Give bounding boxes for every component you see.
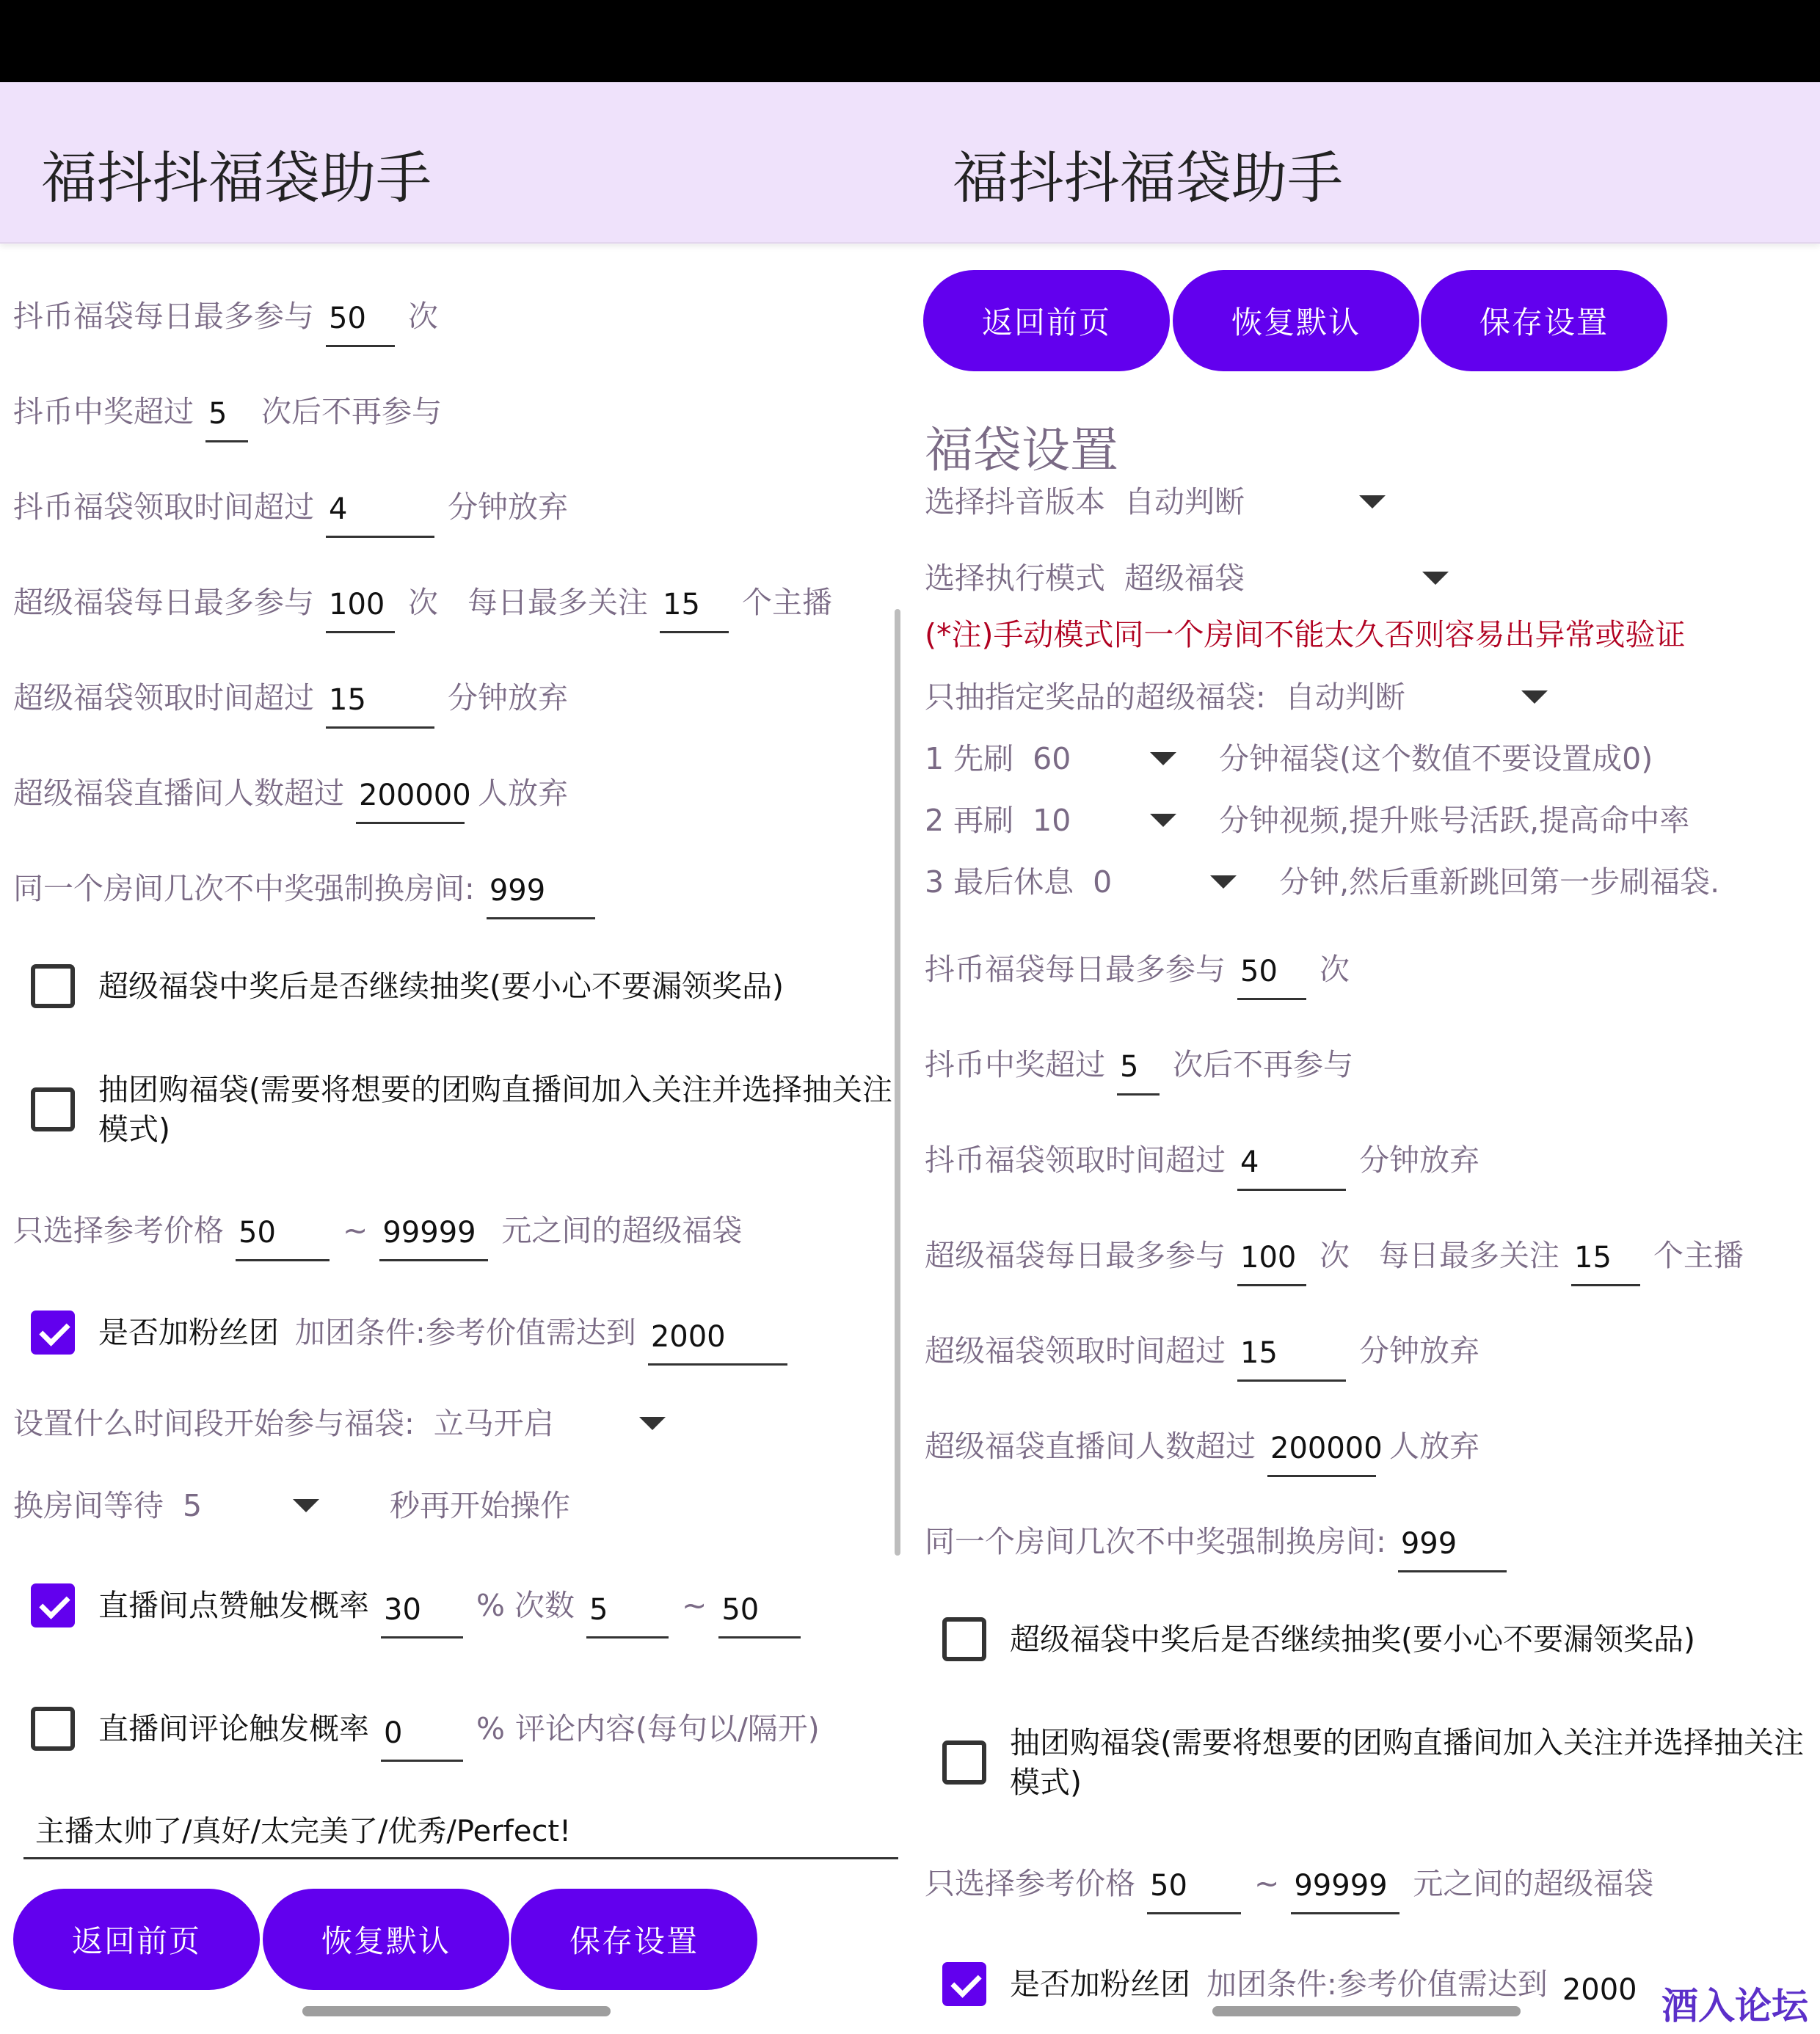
same-room-switch-row <box>925 1513 1520 1562</box>
same-room-switch-input[interactable]: 999 <box>487 870 595 919</box>
coin-claim-timeout-unit: 分钟放弃 <box>1359 1142 1479 1178</box>
daily-follow-input[interactable]: 15 <box>660 584 729 633</box>
step2-row <box>925 800 1689 841</box>
chevron-down-icon <box>639 1417 666 1430</box>
same-room-switch-row <box>13 860 608 909</box>
step3-row <box>925 861 1719 903</box>
super-claim-timeout-unit: 分钟放弃 <box>448 680 568 715</box>
coin-win-limit-row <box>925 1036 1353 1085</box>
coin-daily-max-row <box>925 941 1350 990</box>
prize-filter-value: 自动判断 <box>1284 679 1405 715</box>
comment-content-label: 评论内容(每句以/隔开) <box>514 1710 820 1746</box>
price-max-input[interactable]: 99999 <box>379 1212 488 1261</box>
price-range-unit: 元之间的超级福袋 <box>501 1213 743 1248</box>
comment-checkbox[interactable] <box>31 1707 75 1751</box>
comment-label: 直播间评论触发概率 <box>98 1710 369 1746</box>
same-room-switch-label: 同一个房间几次不中奖强制换房间: <box>13 871 475 906</box>
group-buy-row[interactable] <box>942 1723 1813 1802</box>
save-settings-button[interactable]: 保存设置 <box>1421 270 1667 371</box>
fan-club-checkbox[interactable] <box>31 1311 75 1355</box>
fan-club-cond-label: 加团条件:参考价值需达到 <box>295 1314 636 1350</box>
price-range-sep: ~ <box>1254 1866 1280 1901</box>
lucky-bag-section-title: 福袋设置 <box>925 422 1118 478</box>
coin-daily-max-row <box>13 288 438 337</box>
super-viewer-limit-label: 超级福袋直播间人数超过 <box>925 1429 1256 1464</box>
continue-after-win-row[interactable] <box>942 1617 1695 1661</box>
step2-unit: 分钟视频,提升账号活跃,提高命中率 <box>1219 803 1690 838</box>
coin-win-limit-unit: 次后不再参与 <box>261 394 442 429</box>
prize-filter-label: 只抽指定奖品的超级福袋: <box>925 679 1266 715</box>
like-label: 直播间点赞触发概率 <box>98 1587 369 1623</box>
home-indicator[interactable] <box>302 2006 611 2016</box>
home-indicator[interactable] <box>1212 2006 1521 2016</box>
room-wait-row <box>13 1485 570 1526</box>
fan-club-checkbox[interactable] <box>942 1962 986 2006</box>
comment-prob-input[interactable]: 0 <box>381 1713 463 1762</box>
coin-daily-max-unit: 次 <box>1320 952 1350 987</box>
coin-win-limit-row <box>13 383 442 432</box>
scrollbar[interactable] <box>895 609 900 1556</box>
coin-daily-max-label: 抖币福袋每日最多参与 <box>925 952 1226 987</box>
super-claim-timeout-label: 超级福袋领取时间超过 <box>925 1333 1226 1368</box>
coin-claim-timeout-label: 抖币福袋领取时间超过 <box>13 489 314 525</box>
step1-dropdown[interactable] <box>1013 738 1182 779</box>
coin-daily-max-input[interactable]: 50 <box>326 298 395 347</box>
like-min-input[interactable]: 5 <box>586 1589 669 1638</box>
coin-daily-max-unit: 次 <box>408 299 438 334</box>
fan-club-row[interactable] <box>942 1961 1712 2008</box>
price-max-input[interactable]: 99999 <box>1291 1865 1399 1914</box>
super-viewer-limit-row <box>13 765 568 814</box>
save-settings-button[interactable]: 保存设置 <box>511 1889 757 1990</box>
coin-claim-timeout-input[interactable]: 4 <box>1237 1142 1346 1191</box>
group-buy-row[interactable] <box>31 1070 900 1149</box>
app-title-right: 福抖抖福袋助手 <box>953 145 1343 211</box>
like-prob-input[interactable]: 30 <box>381 1589 463 1638</box>
reset-default-button[interactable]: 恢复默认 <box>263 1889 509 1990</box>
group-buy-label: 抽团购福袋(需要将想要的团购直播间加入关注并选择抽关注模式) <box>1010 1725 1804 1800</box>
coin-claim-timeout-row <box>13 478 568 528</box>
step1-label: 1 先刷 <box>925 741 1014 776</box>
douyin-version-label: 选择抖音版本 <box>925 484 1105 520</box>
fan-club-label: 是否加粉丝团 <box>1010 1966 1190 2002</box>
super-viewer-limit-input[interactable]: 200000 <box>356 775 465 824</box>
step1-unit: 分钟福袋(这个数值不要设置成0) <box>1219 741 1653 776</box>
super-daily-max-label: 超级福袋每日最多参与 <box>925 1238 1226 1273</box>
right-settings-pane[interactable] <box>910 245 1820 2034</box>
back-button[interactable]: 返回前页 <box>923 270 1170 371</box>
same-room-switch-input[interactable]: 999 <box>1398 1523 1507 1572</box>
manual-mode-note: (*注)手动模式同一个房间不能太久否则容易出异常或验证 <box>925 617 1686 652</box>
start-time-value: 立马开启 <box>433 1406 554 1441</box>
super-claim-timeout-unit: 分钟放弃 <box>1359 1333 1479 1368</box>
continue-after-win-checkbox[interactable] <box>942 1617 986 1661</box>
comment-content-input[interactable]: 主播太帅了/真好/太完美了/优秀/Perfect! <box>23 1808 898 1859</box>
coin-win-limit-input[interactable]: 5 <box>205 393 248 442</box>
status-bar <box>0 0 1820 82</box>
price-min-input[interactable]: 50 <box>1147 1865 1241 1914</box>
daily-follow-unit: 个主播 <box>1653 1238 1744 1273</box>
daily-follow-label: 每日最多关注 <box>467 585 648 620</box>
prize-filter-row <box>925 677 1554 718</box>
coin-daily-max-input[interactable]: 50 <box>1237 951 1306 1000</box>
coin-win-limit-unit: 次后不再参与 <box>1173 1047 1353 1082</box>
coin-daily-max-label: 抖币福袋每日最多参与 <box>13 299 314 334</box>
prize-filter-dropdown[interactable] <box>1266 677 1554 718</box>
douyin-version-value: 自动判断 <box>1124 484 1245 520</box>
chevron-down-icon <box>1210 875 1237 889</box>
super-viewer-limit-row <box>925 1418 1479 1467</box>
douyin-version-dropdown[interactable] <box>1105 481 1391 522</box>
group-buy-checkbox[interactable] <box>942 1740 986 1785</box>
chevron-down-icon <box>1521 690 1548 704</box>
coin-win-limit-label: 抖币中奖超过 <box>13 394 194 429</box>
step3-value: 0 <box>1093 864 1113 900</box>
fan-club-cond-input[interactable]: 2000 <box>648 1316 787 1366</box>
coin-win-limit-input[interactable]: 5 <box>1117 1046 1160 1096</box>
coin-claim-timeout-row <box>925 1131 1479 1181</box>
super-viewer-limit-unit: 人放弃 <box>478 776 568 811</box>
room-wait-value: 5 <box>183 1488 203 1523</box>
back-button[interactable]: 返回前页 <box>13 1889 260 1990</box>
reset-default-button[interactable]: 恢复默认 <box>1173 270 1419 371</box>
super-claim-timeout-row <box>925 1322 1479 1371</box>
like-row[interactable] <box>31 1581 814 1630</box>
chevron-down-icon <box>1150 752 1176 765</box>
exec-mode-label: 选择执行模式 <box>925 561 1105 596</box>
super-viewer-limit-unit: 人放弃 <box>1389 1429 1479 1464</box>
super-daily-max-input[interactable]: 100 <box>1237 1237 1306 1286</box>
price-range-sep: ~ <box>343 1213 368 1248</box>
app-title-left: 福抖抖福袋助手 <box>41 145 432 211</box>
fan-club-label: 是否加粉丝团 <box>98 1314 279 1350</box>
super-claim-timeout-row <box>13 669 568 718</box>
coin-win-limit-label: 抖币中奖超过 <box>925 1047 1105 1082</box>
watermark: 酒入论坛 <box>1661 1984 1808 2027</box>
daily-follow-input[interactable]: 15 <box>1571 1237 1640 1286</box>
start-time-row <box>13 1403 669 1444</box>
step2-dropdown[interactable] <box>1013 800 1182 841</box>
super-claim-timeout-label: 超级福袋领取时间超过 <box>13 680 314 715</box>
same-room-switch-label: 同一个房间几次不中奖强制换房间: <box>925 1524 1386 1559</box>
step3-unit: 分钟,然后重新跳回第一步刷福袋. <box>1279 864 1720 900</box>
coin-claim-timeout-label: 抖币福袋领取时间超过 <box>925 1142 1226 1178</box>
continue-after-win-label: 超级福袋中奖后是否继续抽奖(要小心不要漏领奖品) <box>98 969 784 1004</box>
chevron-down-icon <box>1359 495 1386 508</box>
super-claim-timeout-input[interactable]: 15 <box>326 679 434 729</box>
super-viewer-limit-label: 超级福袋直播间人数超过 <box>13 776 344 811</box>
continue-after-win-row[interactable] <box>31 964 784 1008</box>
super-daily-max-label: 超级福袋每日最多参与 <box>13 585 314 620</box>
start-time-label: 设置什么时间段开始参与福袋: <box>13 1406 415 1441</box>
step1-value: 60 <box>1033 741 1071 776</box>
chevron-down-icon <box>1422 572 1449 585</box>
fan-club-row[interactable] <box>31 1308 801 1357</box>
room-wait-label: 换房间等待 <box>13 1488 164 1523</box>
price-range-row <box>13 1202 742 1251</box>
like-max-input[interactable]: 50 <box>718 1589 801 1638</box>
step3-label: 3 最后休息 <box>925 864 1074 900</box>
exec-mode-row <box>925 558 1455 599</box>
chevron-down-icon <box>293 1499 319 1512</box>
super-daily-max-input[interactable]: 100 <box>326 584 395 633</box>
like-checkbox[interactable] <box>31 1583 75 1627</box>
room-wait-dropdown[interactable] <box>164 1485 354 1526</box>
price-range-label: 只选择参考价格 <box>925 1866 1135 1901</box>
continue-after-win-checkbox[interactable] <box>31 964 75 1008</box>
exec-mode-dropdown[interactable] <box>1105 558 1455 599</box>
step3-dropdown[interactable] <box>1074 861 1242 903</box>
coin-claim-timeout-input[interactable]: 4 <box>326 489 434 538</box>
fan-club-cond-input[interactable]: 2000 <box>1562 1973 1637 2007</box>
step1-row <box>925 738 1653 779</box>
exec-mode-value: 超级福袋 <box>1124 561 1245 596</box>
price-range-unit: 元之间的超级福袋 <box>1413 1866 1654 1901</box>
fan-club-cond-label: 加团条件:参考价值需达到 <box>1206 1966 1548 2002</box>
group-buy-checkbox[interactable] <box>31 1087 75 1131</box>
like-count-label: % 次数 <box>476 1587 575 1623</box>
daily-follow-unit: 个主播 <box>742 585 832 620</box>
step2-value: 10 <box>1033 803 1071 838</box>
left-settings-pane[interactable] <box>0 245 910 2034</box>
super-daily-max-unit: 次 <box>1320 1238 1350 1273</box>
super-daily-max-unit: 次 <box>408 585 438 620</box>
daily-follow-label: 每日最多关注 <box>1379 1238 1559 1273</box>
app-bar <box>0 82 1820 244</box>
room-wait-unit: 秒再开始操作 <box>390 1488 570 1523</box>
super-viewer-limit-input[interactable]: 200000 <box>1267 1428 1376 1477</box>
coin-claim-timeout-unit: 分钟放弃 <box>448 489 568 525</box>
step2-label: 2 再刷 <box>925 803 1014 838</box>
like-sep: ~ <box>682 1587 707 1623</box>
chevron-down-icon <box>1150 814 1176 827</box>
continue-after-win-label: 超级福袋中奖后是否继续抽奖(要小心不要漏领奖品) <box>1010 1622 1695 1657</box>
douyin-version-row <box>925 481 1391 522</box>
comment-prob-unit: % <box>476 1710 505 1746</box>
price-range-row <box>925 1855 1653 1904</box>
comment-row[interactable] <box>31 1704 820 1753</box>
price-range-label: 只选择参考价格 <box>13 1213 224 1248</box>
super-daily-max-row <box>13 574 832 623</box>
super-daily-max-row <box>925 1227 1744 1276</box>
price-min-input[interactable]: 50 <box>236 1212 330 1261</box>
start-time-dropdown[interactable] <box>415 1403 669 1444</box>
super-claim-timeout-input[interactable]: 15 <box>1237 1333 1346 1382</box>
group-buy-label: 抽团购福袋(需要将想要的团购直播间加入关注并选择抽关注模式) <box>98 1072 892 1147</box>
